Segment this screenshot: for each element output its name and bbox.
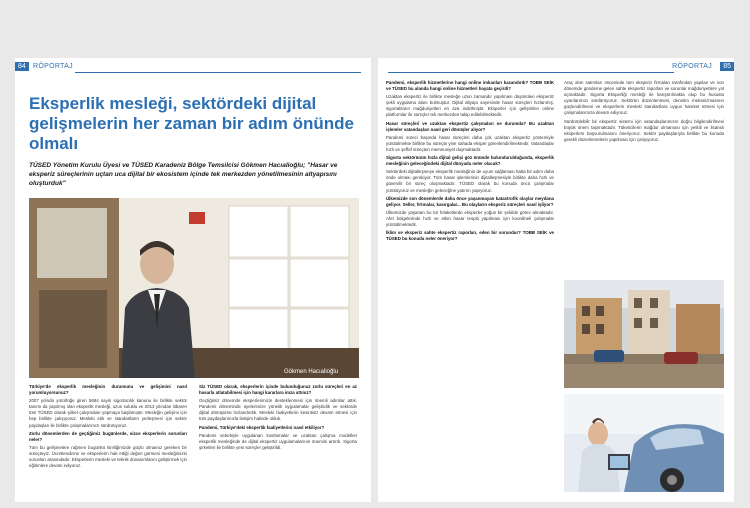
flood-street-photo: [564, 280, 724, 388]
photo-caption: Gökmen Hacıalioğlu: [284, 369, 339, 375]
left-page: [15, 58, 371, 502]
question: Zorlu dönemlerden de geçtiğimiz bugünlerde, sizce eksperlerin sorunları neler?: [29, 430, 187, 442]
answer: 2007 yılında yürürlüğe giren 5684 sayılı sigortacılık kanunu ile birlikte sektör tanımı da yapılmış olan eksperlik mesleği, uzun soluklu ve 2013 yılından itibaren tüm TÜSED olarak şirket çalışmaları yapmaya başlamıştır. Mesleğin gelişimi için hep birlikte çalışıyoruz. Mesleki etik ve standartların yerleşmesi için sektör paydaşları ile birlikte çalışmalarımızı sürdürüyoruz.: [29, 398, 189, 428]
left-section-label: RÖPORTAJ: [33, 63, 73, 70]
question: Ülkemizde son dönemlerde daha önce yaşanmayan katastrofik olaylar meydana geliyor. Seller, fırtınalar, kasırgalar... Bu olayların eksperiz süreçleri nasıl işliyor?: [386, 195, 554, 207]
right-header-rule: [388, 72, 674, 73]
answer: Ülkemizde yaşanan bu tür felaketlerde eksperler yoğun bir şekilde görev almaktadır. Afet bölgelerinde hızlı ve etkin hasar tespiti yapılması için koordineli çalışmalar yürütülmektedir.: [386, 209, 556, 227]
question: Siz TÜSED olarak, eksperlerin içinde bulunduğunuz zorlu süreçleri en az hasarla atlatabilmesi için hangi kararlara imza attınız?: [199, 384, 357, 396]
article-title: Eksperlik mesleği, sektördeki dijital gelişmelerin her zaman bir adım önünde olmalı: [29, 94, 354, 153]
left-column-1: [29, 384, 187, 471]
right-column-2: [564, 80, 724, 145]
question: Türkiye'de eksperlik mesleğinin durumunu ve gelişimini nasıl yorumluyorsunuz?: [29, 384, 187, 396]
right-column-1: [386, 80, 554, 244]
portrait-photo: [29, 198, 359, 378]
question: İklim ve eksperiz sahte ekspertiz raporları, eden bir sorundur? TOBB SEİK ve TÜSED bu konuda neler öneriyor?: [386, 230, 554, 242]
right-section-label: RÖPORTAJ: [672, 63, 712, 70]
answer: Sürdürülebilir bir ekspertiz sistemi için vatandaşlarımızın doğru bilgilendirilmesi büyük önem taşımaktadır. Tüketicilerin mağdur olmaması için yetkili ve lisanslı eksperlere başvurulmasını öneriyoruz. Sektör paydaşlarıyla birlikte bu konuda gerekli düzenlemelerin yapılması için çalışıyoruz.: [564, 118, 726, 142]
answer: Sektördeki dijitalleşmeye eksperlik mesleğinin de uyum sağlaması hatta bir adım daha önde olması gerekiyor. Tüm hasar işlemlerinin dijitalleşmesiyle birlikte daha hızlı ve güvenilir bir süreç oluşmaktadır. TÜSED olarak bu konuda öncü çalışmalar yürütüyoruz ve mesleğin geleceğine yatırım yapıyoruz.: [386, 169, 556, 193]
question: Pandemi, Türkiye'deki eksperlik faaliyetlerini nasıl etkiliyor?: [199, 424, 325, 430]
left-header-rule: [75, 72, 361, 73]
answer: Geçtiğimiz dönemde eksperlerimizin desteklenmesi için önemli adımlar attık. Pandemi döneminde üyelerimize yönelik uygulamalar geliştirdik ve sektörde dijital dönüşümü hızlandırdık. Mesleki faaliyetlerin kesintisiz devam etmesi için tüm paydaşlarımızla iletişim halinde olduk.: [199, 398, 359, 422]
question: Sigorta sektörünün hızla dijital gelişi göz önünde bulundurulduğunda, eksperlik mesleğinin geleceğindeki dijital dünyada neler olacak?: [386, 155, 554, 167]
question: Pandemi, eksperlik hizmetlerine hangi online imkanları kazandırdı? TOBB SEİK ve TÜSED bu alanda hangi online hizmetleri hayata geçirdi?: [386, 80, 554, 92]
right-page: [378, 58, 734, 502]
right-page-number: 85: [720, 62, 734, 71]
left-page-number: 84: [15, 62, 29, 71]
answer: Pandemi sebebiyle uygulanan kısıtlamalar ve uzaktan çalışma modelleri eksperlik mesleğinde de dijital ekspertiz uygulamalarının önemini artırdı. Sigorta şirketleri ile birlikte yeni süreçler geliştirildi.: [199, 432, 359, 450]
left-column-2: [199, 384, 357, 453]
answer: Araç alım satımları öncesinde tüm eksperiz firmaları tarafından yapılan ve son dönemde gündeme gelen sahte ekspertiz raporları ve sorunlar mağduriyetlere yol açmaktadır. Sigorta Eksperliği mesleği ile karıştırılmakta olup bu hususta uyarılarımızı sürdürüyoruz. Sektörün düzenlenmesi, denetim mekanizmasının güçlendirilmesi ve eksperlerin mesleki standartlara uygun hareket etmesi için çalışmalarımıza devam ediyoruz.: [564, 80, 726, 116]
car-inspection-photo: [564, 394, 724, 492]
question: Hasar süreçleri ve uzaktan ekspertiz çalışmaları ne durumda? Bu uzaktan işlemler vatandaşları nasıl geri dönüşler alıyor?: [386, 120, 554, 132]
article-lead: TÜSED Yönetim Kurulu Üyesi ve TÜSED Karadeniz Bölge Temsilcisi Gökmen Hacıalioğlu; "Hasar ve eksperiz süreçlerinin uçtan uca dijital bir ekosistem içinde tek merkezden yönetilmesinin altyapısını oluşturduk": [29, 162, 338, 187]
answer: Pandemi süreci başında hasar süreçleri daha çok uzaktan ekspertiz yöntemiyle yürütülmekte birlikte bu süreçte yine sahada eksper görevlendirilmektedir. Vatandaşlar hızlı ve şeffaf süreçten memnuniyet duymaktadır.: [386, 134, 556, 152]
answer: Uzaktan ekspertiz ile birlikte mesleğe uzun zamandır yapılması düşünülen ekspertiz şekli uygulama alanı bulmuştur. Dijital altyapı sayesinde hasar süreçleri hızlanmış, sigortalıların mağduriyetleri en aza indirilmiştir. Eksperler için geliştirilen online platformlar ile süreçler tek merkezden takip edilebilmektedir.: [386, 94, 556, 118]
answer: Tüm bu gelişmelere rağmen bugünkü kimliğimizde güçlü olmamız gereken bir süreçteyiz. Ücretlendirme ve eksperlerin hak ettiği değeri görmesi mesleğimizin sorunları arasındadır. Eksperlerin mesleki ve teknik donanımlarını geliştirmek için eğitimlere devam ediyoruz.: [29, 444, 189, 469]
